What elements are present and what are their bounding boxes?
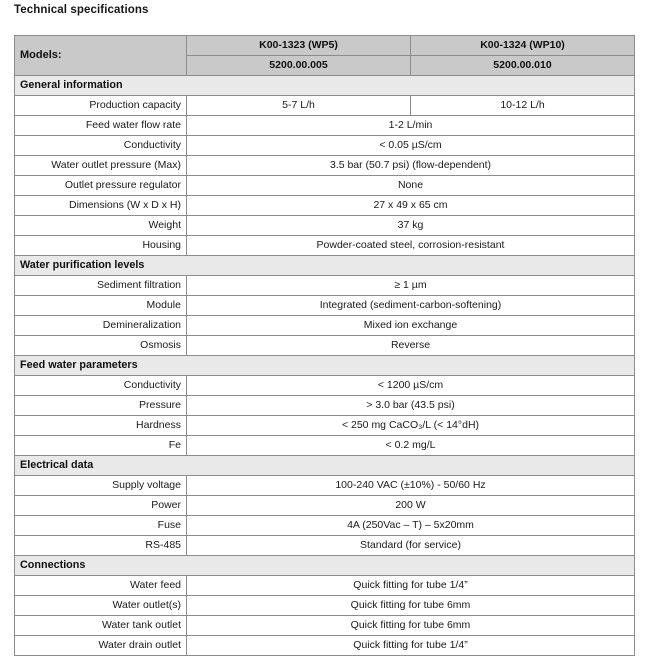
row-value-model-1: 5-7 L/h bbox=[187, 96, 411, 116]
section-heading: General information bbox=[15, 76, 635, 96]
table-row bbox=[15, 376, 635, 396]
table-row bbox=[15, 476, 635, 496]
table-row bbox=[15, 196, 635, 216]
technical-specifications-table bbox=[14, 35, 635, 656]
section-header-row bbox=[15, 256, 635, 276]
row-value: 27 x 49 x 65 cm bbox=[187, 196, 635, 216]
table-row bbox=[15, 96, 635, 116]
row-label: Outlet pressure regulator bbox=[15, 176, 187, 196]
row-value: < 250 mg CaCO₃/L (< 14°dH) bbox=[187, 416, 635, 436]
row-label: Production capacity bbox=[15, 96, 187, 116]
table-row bbox=[15, 276, 635, 296]
table-row bbox=[15, 536, 635, 556]
section-heading: Connections bbox=[15, 556, 635, 576]
row-label: Power bbox=[15, 496, 187, 516]
table-row bbox=[15, 416, 635, 436]
model-name-cell-2: K00-1324 (WP10) bbox=[411, 36, 635, 56]
row-value: Quick fitting for tube 6mm bbox=[187, 596, 635, 616]
model-code-cell-2: 5200.00.010 bbox=[411, 56, 635, 76]
table-row bbox=[15, 216, 635, 236]
table-row bbox=[15, 576, 635, 596]
section-header-row bbox=[15, 356, 635, 376]
row-value: ≥ 1 µm bbox=[187, 276, 635, 296]
section-heading: Electrical data bbox=[15, 456, 635, 476]
table-row bbox=[15, 516, 635, 536]
table-row bbox=[15, 596, 635, 616]
row-value: Quick fitting for tube 1/4” bbox=[187, 576, 635, 596]
row-value: None bbox=[187, 176, 635, 196]
table-row bbox=[15, 616, 635, 636]
row-value-model-2: 10-12 L/h bbox=[411, 96, 635, 116]
row-label: Pressure bbox=[15, 396, 187, 416]
table-row bbox=[15, 156, 635, 176]
row-label: Water tank outlet bbox=[15, 616, 187, 636]
row-value: Powder-coated steel, corrosion-resistant bbox=[187, 236, 635, 256]
table-row bbox=[15, 336, 635, 356]
section-header-row bbox=[15, 556, 635, 576]
table-row bbox=[15, 176, 635, 196]
section-header-row bbox=[15, 456, 635, 476]
section-header-row bbox=[15, 76, 635, 96]
row-value: 1-2 L/min bbox=[187, 116, 635, 136]
row-value: < 0.2 mg/L bbox=[187, 436, 635, 456]
table-row bbox=[15, 396, 635, 416]
table-row bbox=[15, 636, 635, 656]
row-label: Water feed bbox=[15, 576, 187, 596]
table-row bbox=[15, 436, 635, 456]
table-row bbox=[15, 116, 635, 136]
models-label-cell: Models: bbox=[15, 36, 187, 76]
row-label: RS-485 bbox=[15, 536, 187, 556]
row-label: Conductivity bbox=[15, 376, 187, 396]
table-row bbox=[15, 136, 635, 156]
row-label: Fe bbox=[15, 436, 187, 456]
row-value: Quick fitting for tube 1/4” bbox=[187, 636, 635, 656]
table-row bbox=[15, 236, 635, 256]
section-heading: Water purification levels bbox=[15, 256, 635, 276]
row-value: Mixed ion exchange bbox=[187, 316, 635, 336]
row-value: 100-240 VAC (±10%) - 50/60 Hz bbox=[187, 476, 635, 496]
section-heading: Feed water parameters bbox=[15, 356, 635, 376]
table-row bbox=[15, 296, 635, 316]
row-label: Hardness bbox=[15, 416, 187, 436]
row-label: Water outlet pressure (Max) bbox=[15, 156, 187, 176]
row-value: 4A (250Vac – T) – 5x20mm bbox=[187, 516, 635, 536]
row-label: Housing bbox=[15, 236, 187, 256]
model-name-cell-1: K00-1323 (WP5) bbox=[187, 36, 411, 56]
row-value: 37 kg bbox=[187, 216, 635, 236]
row-value: 200 W bbox=[187, 496, 635, 516]
row-label: Supply voltage bbox=[15, 476, 187, 496]
row-value: Quick fitting for tube 6mm bbox=[187, 616, 635, 636]
row-label: Fuse bbox=[15, 516, 187, 536]
row-value: Integrated (sediment-carbon-softening) bbox=[187, 296, 635, 316]
row-label: Demineralization bbox=[15, 316, 187, 336]
row-label: Weight bbox=[15, 216, 187, 236]
spec-table-container bbox=[14, 35, 634, 656]
models-header-row-name bbox=[15, 36, 635, 56]
row-value: Standard (for service) bbox=[187, 536, 635, 556]
model-code-cell-1: 5200.00.005 bbox=[187, 56, 411, 76]
row-value: Reverse bbox=[187, 336, 635, 356]
row-value: < 1200 µS/cm bbox=[187, 376, 635, 396]
row-value: 3.5 bar (50.7 psi) (flow-dependent) bbox=[187, 156, 635, 176]
row-label: Osmosis bbox=[15, 336, 187, 356]
table-row bbox=[15, 496, 635, 516]
row-label: Feed water flow rate bbox=[15, 116, 187, 136]
row-label: Conductivity bbox=[15, 136, 187, 156]
row-label: Water outlet(s) bbox=[15, 596, 187, 616]
row-label: Module bbox=[15, 296, 187, 316]
row-label: Sediment filtration bbox=[15, 276, 187, 296]
row-label: Dimensions (W x D x H) bbox=[15, 196, 187, 216]
row-label: Water drain outlet bbox=[15, 636, 187, 656]
page-title: Technical specifications bbox=[14, 4, 149, 16]
row-value: < 0.05 µS/cm bbox=[187, 136, 635, 156]
row-value: > 3.0 bar (43.5 psi) bbox=[187, 396, 635, 416]
table-row bbox=[15, 316, 635, 336]
